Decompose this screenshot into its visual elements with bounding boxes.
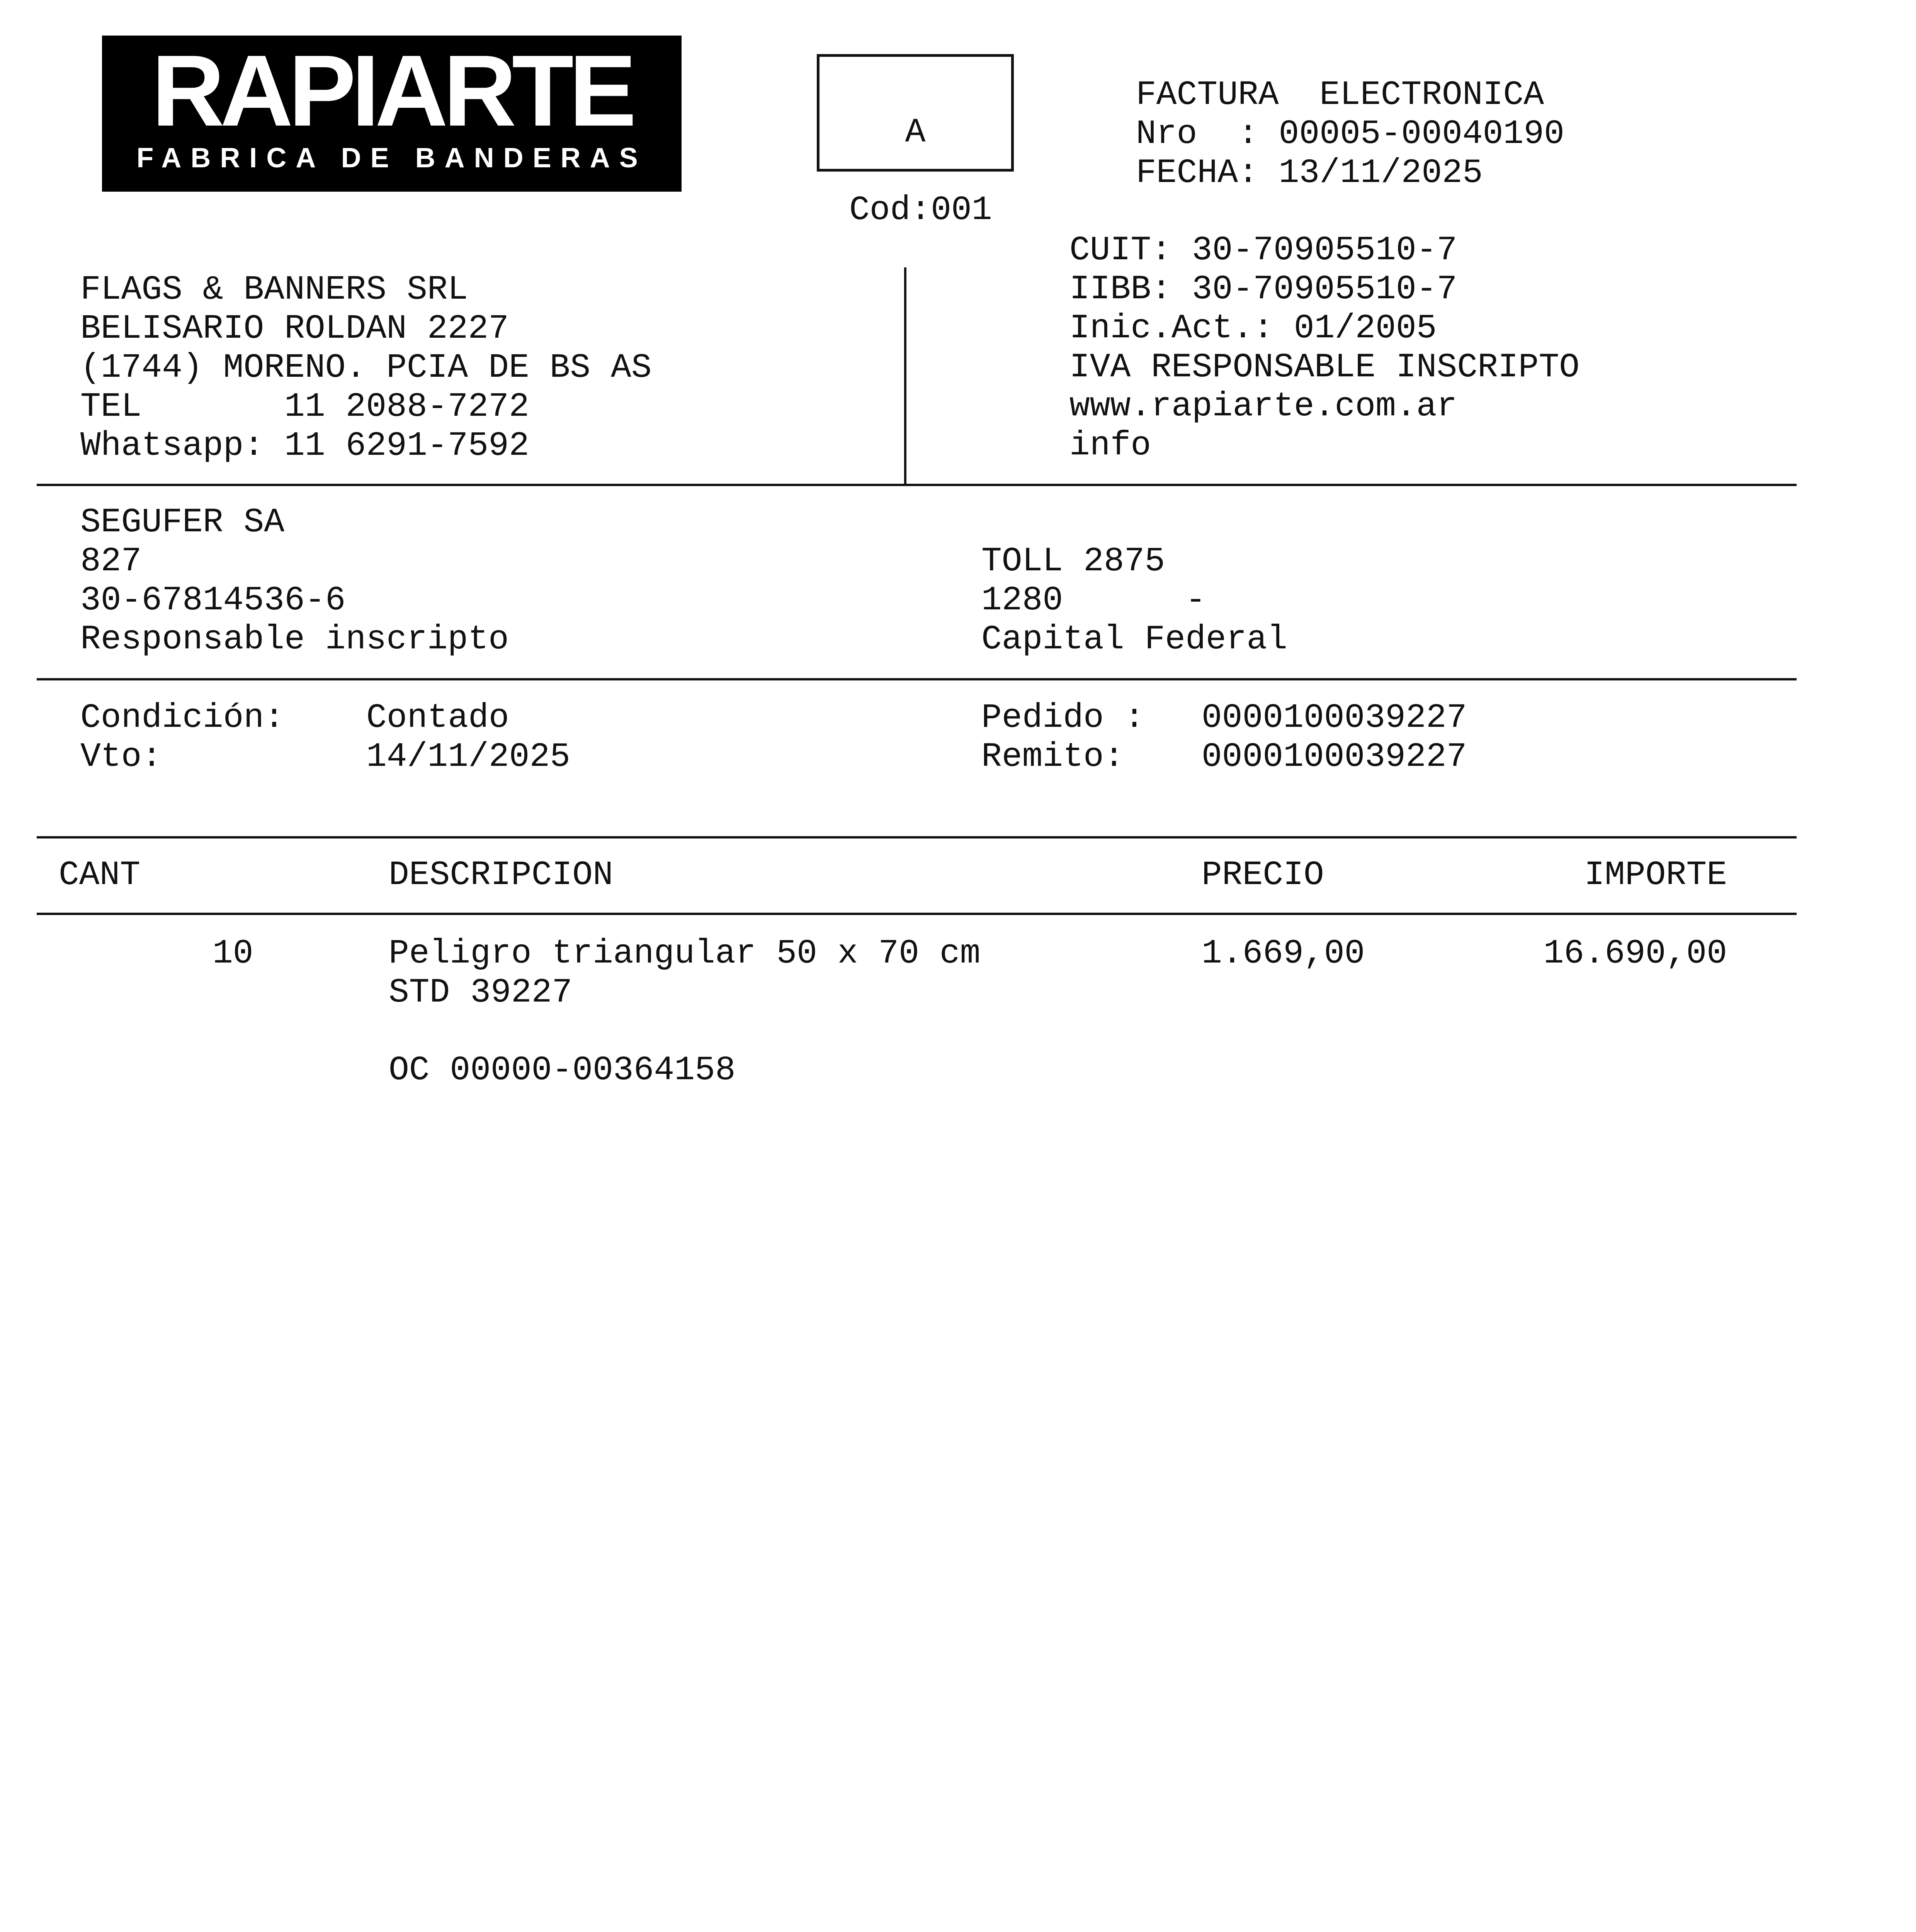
invoice-number: Nro : 00005-00040190 bbox=[1136, 115, 1564, 153]
section-rule bbox=[37, 484, 1797, 486]
row-description-detail: STD 39227 bbox=[389, 974, 573, 1012]
invoice-letter: A bbox=[905, 114, 926, 152]
purchase-order: OC 00000-00364158 bbox=[389, 1051, 736, 1090]
issuer-city: (1744) MORENO. PCIA DE BS AS bbox=[80, 349, 652, 387]
row-amount: 16.690,00 bbox=[1543, 935, 1727, 973]
issuer-name: FLAGS & BANNERS SRL bbox=[80, 271, 468, 309]
logo-wordmark: RAPIARTE bbox=[151, 34, 632, 147]
column-header-amount: IMPORTE bbox=[1584, 856, 1727, 895]
column-header-qty: CANT bbox=[59, 856, 141, 895]
delivery-note-label: Remito: bbox=[981, 738, 1124, 776]
order-label: Pedido : bbox=[981, 699, 1145, 737]
client-zip: 1280 - bbox=[981, 582, 1206, 620]
delivery-note-value: 0000100039227 bbox=[1202, 738, 1467, 776]
header-divider bbox=[904, 267, 906, 485]
invoice-date: FECHA: 13/11/2025 bbox=[1136, 154, 1483, 192]
client-cuit: 30-67814536-6 bbox=[80, 582, 346, 620]
logo-tagline: FABRICA DE BANDERAS bbox=[136, 143, 647, 173]
row-price: 1.669,00 bbox=[1202, 935, 1365, 973]
issuer-inic-act: Inic.Act.: 01/2005 bbox=[1069, 310, 1437, 348]
issuer-cuit: CUIT: 30-70905510-7 bbox=[1069, 231, 1457, 270]
issuer-whatsapp: Whatsapp: 11 6291-7592 bbox=[80, 427, 529, 465]
client-city: Capital Federal bbox=[981, 621, 1288, 659]
section-rule bbox=[37, 678, 1797, 680]
condition-label: Condición: bbox=[80, 699, 285, 737]
due-date-value: 14/11/2025 bbox=[366, 738, 571, 776]
issuer-website[interactable]: www.rapiarte.com.ar bbox=[1069, 388, 1457, 426]
invoice-code: Cod:001 bbox=[849, 191, 992, 230]
issuer-iva: IVA RESPONSABLE INSCRIPTO bbox=[1069, 349, 1580, 387]
due-date-label: Vto: bbox=[80, 738, 162, 776]
issuer-iibb: IIBB: 30-70905510-7 bbox=[1069, 270, 1457, 309]
client-tax-condition: Responsable inscripto bbox=[80, 621, 509, 659]
invoice-title: FACTURA ELECTRONICA bbox=[1136, 76, 1544, 114]
issuer-info: info bbox=[1069, 427, 1151, 465]
table-header-rule bbox=[37, 913, 1797, 915]
company-logo bbox=[102, 36, 682, 192]
issuer-phone: TEL 11 2088-7272 bbox=[80, 388, 529, 426]
table-top-rule bbox=[37, 836, 1797, 838]
column-header-price: PRECIO bbox=[1202, 856, 1324, 895]
row-description: Peligro triangular 50 x 70 cm bbox=[389, 935, 981, 973]
row-qty: 10 bbox=[213, 935, 253, 973]
client-name: SEGUFER SA bbox=[80, 503, 285, 542]
client-code: 827 bbox=[80, 543, 142, 581]
client-street: TOLL 2875 bbox=[981, 543, 1165, 581]
invoice-type-box bbox=[817, 54, 1014, 172]
column-header-description: DESCRIPCION bbox=[389, 856, 613, 895]
condition-value: Contado bbox=[366, 699, 509, 737]
order-value: 0000100039227 bbox=[1202, 699, 1467, 737]
issuer-address: BELISARIO ROLDAN 2227 bbox=[80, 310, 509, 348]
